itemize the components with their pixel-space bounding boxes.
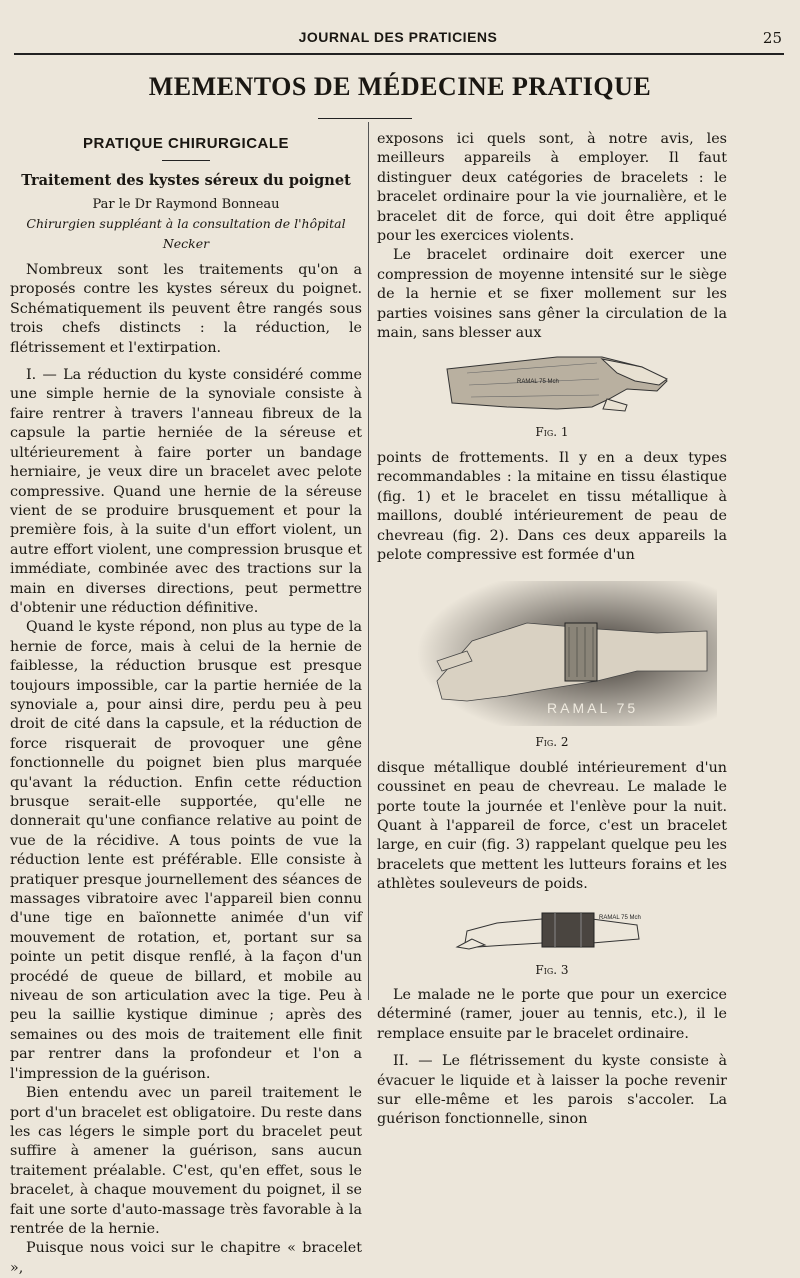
fig1-brand-label: RAMAL 75 Mch <box>517 379 559 386</box>
paragraph: disque métallique doublé intérieurement d'un coussinet en peau de chevreau. Le malade le porte toute la journée et l'enlève pour la nuit. Quant à l'appareil de force, c'est un bracelet large, en cuir (fig. 3) rappelant quelque peu les bracelets que mettent les lutteurs forains et les athlètes souleveurs de poids. <box>377 759 727 893</box>
paragraph: exposons ici quels sont, à notre avis, les meilleurs appareils à employer. Il faut distinguer deux catégories de bracelets : le bracelet ordinaire pour la vie journalière, et le bracelet dit de force, qui doit être appliqué pour les exercices violents. <box>377 131 727 245</box>
article-affiliation: Chirurgien suppléant à la consultation de l'hôpital Necker <box>26 216 346 251</box>
left-column <box>10 128 362 1278</box>
figure-1 <box>377 349 727 421</box>
paragraph: Quand le kyste répond, non plus au type de la hernie de force, mais à celui de la hernie de faiblesse, la réduction brusque est presque toujours impossible, car la partie herniée de la synoviale a, pour ainsi dire, perdu peu à peu droit de cité dans la capsule, et la réduction de force risquerait de provoquer une gêne fonctionnelle du poignet bien plus marquée qu'avant la réduction. Enfin cette réduction brusque serait-elle supportée, qu'elle ne donnerait qu'une confiance relative au point de vue de la récidive. A tous points de vue la réduction lente est préférable. Elle consiste à pratiquer presque journellement des séances de massages vibratoire avec l'appareil bien connu d'une tige en baïonnette animée d'un vif mouvement de rotation, et, portant sur sa pointe un petit disque renflé, à la façon d'un procédé de queue de billard, et mobile au niveau de son articulation avec la tige. Peu à peu la saillie kystique diminue ; après des semaines ou des mois de traitement elle finit par rentrer dans la profondeur et l'on a l'impression de la guérison. <box>10 619 362 1082</box>
right-column <box>377 130 727 1130</box>
column-divider <box>368 122 369 1000</box>
article-byline: Par le Dr Raymond Bonneau <box>92 196 280 212</box>
figure-3 <box>377 901 727 959</box>
paragraph: II. — Le flétrissement du kyste consiste à évacuer le liquide et à laisser la poche revenir sur elle-même et les parois s'accoler. La guérison fonctionnelle, sinon <box>377 1053 727 1128</box>
paragraph: Le malade ne le porte que pour un exercice déterminé (ramer, jouer au tennis, etc.), il le remplace ensuite par le bracelet ordinaire. <box>377 986 727 1042</box>
figure-2 <box>377 571 727 731</box>
paragraph: Bien entendu avec un pareil traitement le port d'un bracelet est obligatoire. Du reste dans les cas légers le simple port du bracelet peut suffire à amener la guérison, sans aucun traitement préalable. C'est, qu'en effet, sous le bracelet, à chaque mouvement du poignet, il se fait une sorte d'auto-massage très favorable à la rentrée de la hernie. <box>10 1085 362 1237</box>
mitten-hand-illustration <box>377 349 727 421</box>
fig3-brand-label: RAMAL 75 Mch <box>599 914 641 921</box>
fig2-brand-label: RAMAL 75 <box>547 700 639 717</box>
main-title: MEMENTOS DE MÉDECINE PRATIQUE <box>148 72 652 101</box>
figure-1-caption: Fig. 1 <box>535 425 569 440</box>
article-title: Traitement des kystes séreux du poignet <box>21 172 351 190</box>
figure-2-caption: Fig. 2 <box>535 735 569 750</box>
paragraph: Nombreux sont les traitements qu'on a proposés contre les kystes séreux du poignet. Schématiquement ils peuvent être rangés sous trois chefs distincts : la réduction, le flétrissement et l'extirpation. <box>10 262 362 356</box>
section-title: PRATIQUE CHIRURGICALE <box>82 135 290 152</box>
page-number: 25 <box>762 29 782 47</box>
running-header <box>14 26 782 50</box>
leather-bracelet-hand-illustration <box>377 901 727 959</box>
metal-bracelet-hand-illustration <box>377 571 727 731</box>
section-rule <box>162 160 210 161</box>
paragraph: points de frottements. Il y en a deux types recommandables : la mitaine en tissu élastique (fig. 1) et le bracelet en tissu métallique à maillons, doublé intérieurement de peau de chevreau (fig. 2). Dans ces deux appareils la pelote compressive est formée d'un <box>377 449 727 563</box>
figure-3-caption: Fig. 3 <box>535 962 569 977</box>
journal-title: JOURNAL DES PRATICIENS <box>298 29 498 45</box>
paragraph: Le bracelet ordinaire doit exercer une compression de moyenne intensité sur le siège de la hernie et se fixer mollement sur les parties voisines sans gêner la circulation de la main, sans blesser aux <box>377 247 727 342</box>
title-rule <box>318 118 412 119</box>
header-rule <box>14 53 784 55</box>
paragraph: Puisque nous voici sur le chapitre « bracelet », <box>10 1240 362 1276</box>
paragraph: I. — La réduction du kyste considéré comme une simple hernie de la synoviale consiste à faire rentrer à travers l'anneau fibreux de la capsule la partie herniée de la séreuse et ultérieurement à faire porter un bandage herniaire, je veux dire un bracelet avec pelote compressive. Quand une hernie de la séreuse vient de se produire brusquement et pour la première fois, à la suite d'un effort violent, un autre effort violent, une compression brusque et immédiate, combinée avec des tractions sur la main en diverses directions, peut permettre d'obtenir une réduction définitive. <box>10 367 362 616</box>
